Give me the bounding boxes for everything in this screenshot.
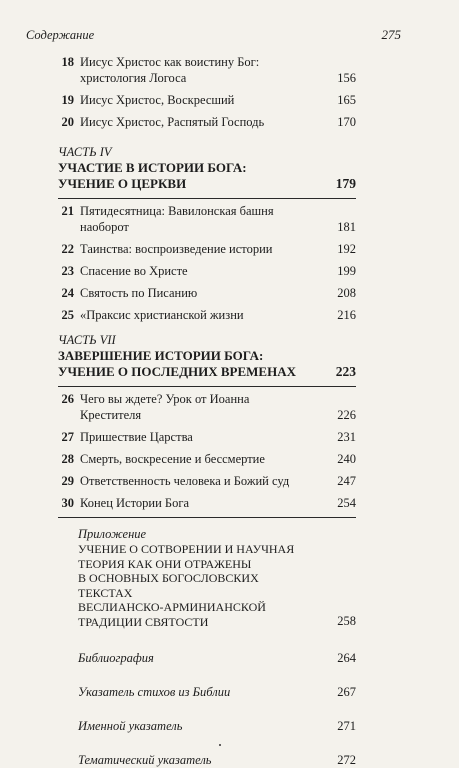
appendix-title-line: УЧЕНИЕ О СОТВОРЕНИИ И НАУЧНАЯ — [78, 542, 295, 556]
chapter-title: Иисус Христос, Распятый Господь — [80, 115, 265, 129]
toc-entry-27 — [58, 429, 356, 445]
chapter-title: Таинства: воспроизведение истории — [80, 242, 273, 256]
chapter-number: 30 — [61, 496, 74, 510]
chapter-page: 192 — [337, 242, 356, 256]
back-matter-page: 264 — [337, 651, 356, 665]
toc-entry-19 — [58, 92, 356, 108]
chapter-title: Смерть, воскресение и бессмертие — [80, 452, 265, 466]
back-matter-title: Указатель стихов из Библии — [78, 685, 231, 699]
part-title-line: УЧЕНИЕ О ЦЕРКВИ — [58, 176, 187, 191]
appendix-title-line: ТЕОРИЯ КАК ОНИ ОТРАЖЕНЫ — [78, 556, 252, 571]
back-matter-title: Именной указатель — [78, 719, 183, 733]
chapter-page: 170 — [337, 115, 356, 129]
back-matter-title: Тематический указатель — [78, 753, 212, 767]
chapter-number: 24 — [61, 286, 74, 300]
chapter-page: 226 — [337, 408, 356, 422]
appendix-page: 258 — [337, 614, 356, 628]
part-label: ЧАСТЬ IV — [58, 145, 112, 159]
chapter-page: 240 — [337, 452, 356, 466]
part-heading — [58, 160, 356, 192]
appendix-entry — [78, 527, 356, 629]
part-heading — [58, 348, 356, 380]
appendix-label: Приложение — [78, 527, 147, 541]
part-title-line: УЧЕНИЕ О ПОСЛЕДНИХ ВРЕМЕНАХ — [58, 364, 296, 379]
divider-rule — [58, 198, 356, 199]
chapter-title: «Праксис христианской жизни — [80, 308, 244, 322]
toc-entry-18 — [58, 54, 356, 86]
toc-entry-25 — [58, 307, 356, 323]
chapter-page: 216 — [337, 308, 356, 322]
chapter-title: Спасение во Христе — [80, 264, 188, 278]
chapter-number: 27 — [61, 430, 74, 444]
chapter-title: Святость по Писанию — [80, 286, 198, 300]
chapter-page: 181 — [337, 220, 356, 234]
chapter-number: 19 — [61, 93, 74, 107]
back-matter-page: 271 — [337, 719, 356, 733]
back-matter-page: 267 — [337, 685, 356, 699]
part-page: 223 — [335, 364, 356, 379]
toc-entry-29 — [58, 473, 356, 489]
toc-entry-30 — [58, 495, 356, 511]
print-speck — [219, 744, 221, 746]
chapter-page: 231 — [337, 430, 356, 444]
back-matter-entry — [78, 718, 356, 734]
chapter-number: 21 — [61, 204, 74, 218]
part-title-line: ЗАВЕРШЕНИЕ ИСТОРИИ БОГА: — [58, 348, 264, 363]
part-label: ЧАСТЬ VII — [58, 333, 116, 347]
chapter-title: Пятидесятница: Вавилонская башня наоборот — [80, 204, 274, 234]
part-title-line: УЧАСТИЕ В ИСТОРИИ БОГА: — [58, 160, 247, 175]
table-of-contents — [58, 52, 356, 768]
chapter-page: 199 — [337, 264, 356, 278]
toc-entry-22 — [58, 241, 356, 257]
toc-entry-21 — [58, 203, 356, 235]
toc-entry-20 — [58, 114, 356, 130]
toc-entry-26 — [58, 391, 356, 423]
chapter-page: 156 — [337, 71, 356, 85]
chapter-page: 247 — [337, 474, 356, 488]
chapter-page: 208 — [337, 286, 356, 300]
chapter-number: 18 — [61, 55, 74, 69]
back-matter-title: Библиография — [78, 651, 154, 665]
appendix-title-line: ТРАДИЦИИ СВЯТОСТИ — [78, 614, 209, 629]
chapter-number: 29 — [61, 474, 74, 488]
page-number: 275 — [381, 27, 401, 42]
back-matter-entry — [78, 752, 356, 768]
chapter-title: Чего вы ждете? Урок от Иоанна Крестителя — [80, 392, 250, 422]
part-page: 179 — [335, 176, 356, 191]
chapter-number: 26 — [61, 392, 74, 406]
back-matter-entry — [78, 650, 356, 666]
chapter-number: 22 — [61, 242, 74, 256]
appendix-title-line: В ОСНОВНЫХ БОГОСЛОВСКИХ ТЕКСТАХ — [78, 571, 259, 600]
divider-rule — [58, 517, 356, 518]
chapter-number: 28 — [61, 452, 74, 466]
chapter-title: Иисус Христос, Воскресший — [80, 93, 235, 107]
toc-entry-23 — [58, 263, 356, 279]
back-matter-entry — [78, 684, 356, 700]
chapter-number: 23 — [61, 264, 74, 278]
appendix-title-line: ВЕСЛИАНСКО-АРМИНИАНСКОЙ — [78, 600, 266, 614]
chapter-number: 25 — [61, 308, 74, 322]
chapter-title: Иисус Христос как воистину Бог: христология Логоса — [80, 55, 260, 85]
chapter-title: Конец Истории Бога — [80, 496, 189, 510]
toc-entry-28 — [58, 451, 356, 467]
chapter-page: 254 — [337, 496, 356, 510]
chapter-number: 20 — [61, 115, 74, 129]
chapter-title: Ответственность человека и Божий суд — [80, 474, 290, 488]
running-head: Содержание — [26, 28, 95, 42]
back-matter-page: 272 — [337, 753, 356, 767]
divider-rule — [58, 386, 356, 387]
chapter-title: Пришествие Царства — [80, 430, 193, 444]
chapter-page: 165 — [337, 93, 356, 107]
toc-entry-24 — [58, 285, 356, 301]
